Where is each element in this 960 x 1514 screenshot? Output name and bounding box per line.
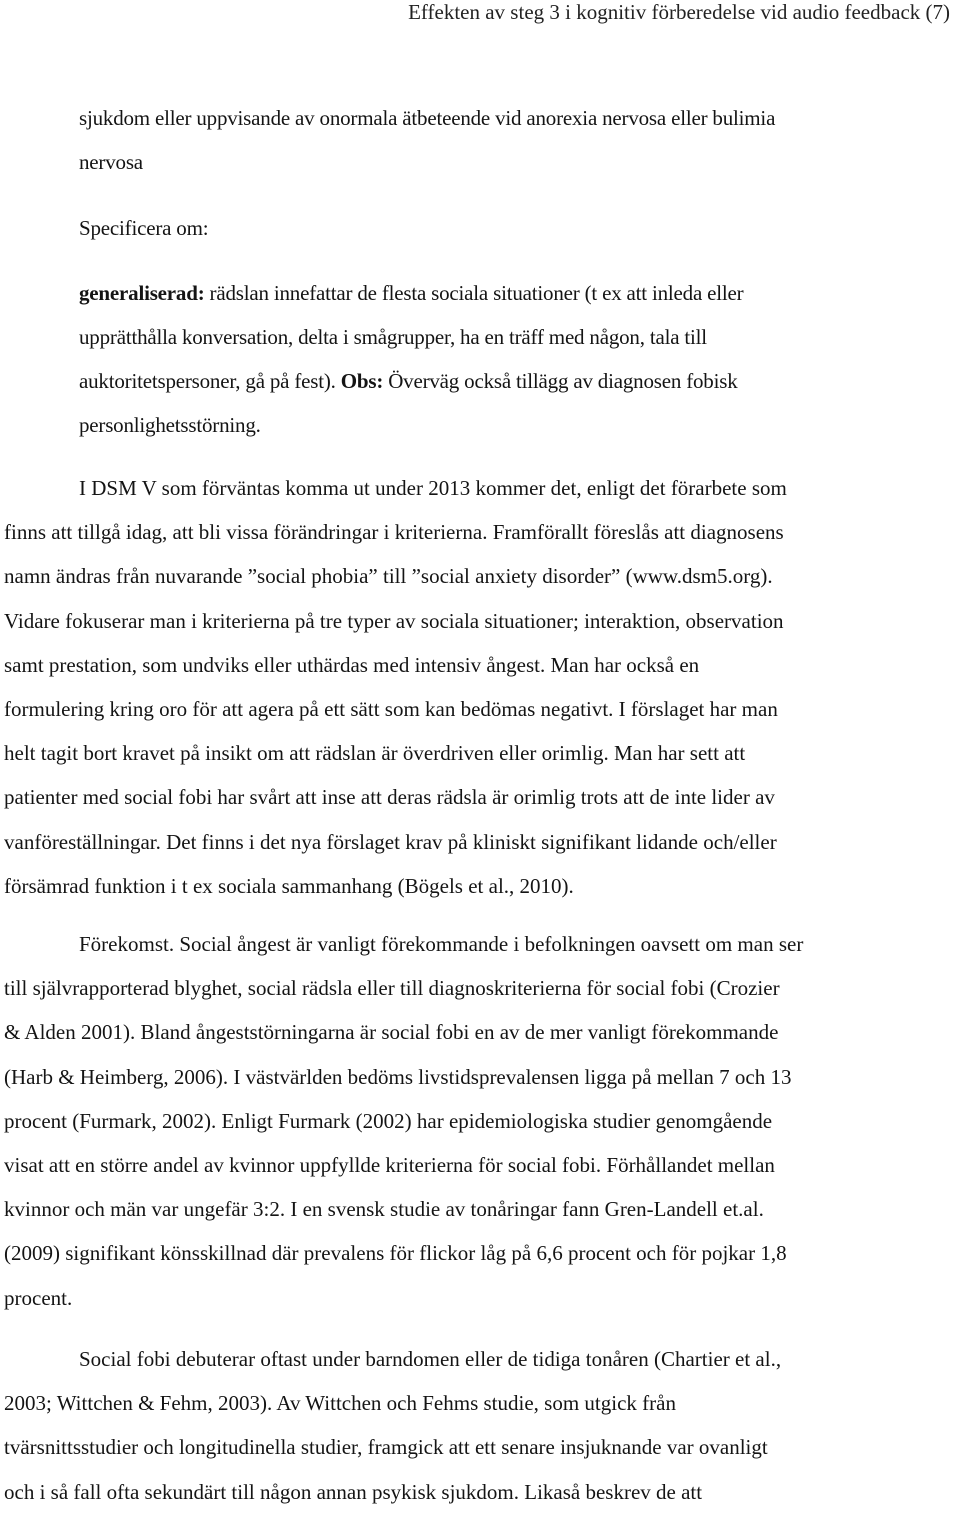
- text-line: namn ändras från nuvarande ”social phobia” till ”social anxiety disorder” (www.dsm5.org).: [4, 564, 773, 589]
- paragraph-prevalence: [4, 922, 952, 1320]
- text-line: Förekomst. Social ångest är vanligt förekommande i befolkningen oavsett om man ser: [79, 932, 804, 956]
- text-line: försämrad funktion i t ex sociala sammanhang (Bögels et al., 2010).: [4, 873, 574, 898]
- text-line: kvinnor och män var ungefär 3:2. I en svensk studie av tonåringar fann Gren-Landell et.al.: [4, 1197, 764, 1222]
- text-line: till självrapporterad blyghet, social rädsla eller till diagnoskriterierna för social fobi (Crozier: [4, 976, 780, 1001]
- generalized-term: generaliserad:: [79, 281, 205, 305]
- text-line: I DSM V som förväntas komma ut under 2013 kommer det, enligt det förarbete som: [79, 476, 787, 500]
- running-header: Effekten av steg 3 i kognitiv förberedelse vid audio feedback (7): [408, 0, 950, 24]
- text-line: 2003; Wittchen & Fehm, 2003). Av Wittchen och Fehms studie, som utgick från: [4, 1391, 676, 1416]
- text-line: (Harb & Heimberg, 2006). I västvärlden bedöms livstidsprevalensen ligga på mellan 7 och 13: [4, 1064, 792, 1089]
- specify-block: [79, 206, 951, 250]
- criteria-line: generaliserad: rädslan innefattar de flesta sociala situationer (t ex att inleda eller: [79, 281, 744, 305]
- criteria-line: sjukdom eller uppvisande av onormala ätbeteende vid anorexia nervosa eller bulimia: [79, 106, 776, 130]
- criteria-line: auktoritetspersoner, gå på fest). Obs: Överväg också tillägg av diagnosen fobisk: [79, 369, 738, 393]
- text-line: Vidare fokuserar man i kriterierna på tre typer av sociala situationer; interaktion, observation: [4, 608, 784, 633]
- text-line: visat att en större andel av kvinnor uppfyllde kriterierna för social fobi. Förhållandet mellan: [4, 1153, 775, 1178]
- text-line: helt tagit bort kravet på insikt om att rädslan är överdriven eller orimlig. Man har sett att: [4, 741, 746, 766]
- text-line: procent.: [4, 1285, 73, 1310]
- text-line: finns att tillgå idag, att bli vissa förändringar i kriterierna. Framförallt föreslås att diagnosens: [4, 520, 784, 545]
- text-line: & Alden 2001). Bland ångeststörningarna är social fobi en av de mer vanligt förekommande: [4, 1020, 779, 1045]
- text-line: procent (Furmark, 2002). Enligt Furmark (2002) har epidemiologiska studier genomgående: [4, 1108, 773, 1133]
- criteria-line: nervosa: [79, 150, 143, 174]
- paragraph-dsm5: [4, 466, 952, 908]
- text-line: (2009) signifikant könsskillnad där prevalens för flickor låg på 6,6 procent och för pojkar 1,8: [4, 1241, 787, 1266]
- text-line: och i så fall ofta sekundärt till någon annan psykisk sjukdom. Likaså beskrev de att: [4, 1479, 703, 1504]
- text-line: Social fobi debuterar oftast under barndomen eller de tidiga tonåren (Chartier et al.,: [79, 1347, 782, 1371]
- text-line: samt prestation, som undviks eller uthärdas med intensiv ångest. Man har också en: [4, 652, 700, 677]
- text-line: vanföreställningar. Det finns i det nya förslaget krav på kliniskt signifikant lidande och/eller: [4, 829, 777, 854]
- specify-label: Specificera om:: [79, 216, 209, 240]
- criteria-line: upprätthålla konversation, delta i smågrupper, ha en träff med någon, tala till: [79, 325, 707, 349]
- generalized-block: [79, 271, 951, 447]
- obs-term: Obs:: [340, 369, 384, 393]
- text-line: tvärsnittsstudier och longitudinella studier, framgick att ett senare insjuknande var ovanligt: [4, 1435, 768, 1460]
- text-line: formulering kring oro för att agera på ett sätt som kan bedömas negativt. I förslaget har man: [4, 697, 778, 722]
- paragraph-onset: [4, 1337, 952, 1514]
- text-line: patienter med social fobi har svårt att inse att deras rädsla är orimlig trots att de inte lider av: [4, 785, 775, 810]
- criteria-block: [79, 96, 951, 184]
- criteria-line: personlighetsstörning.: [79, 413, 261, 437]
